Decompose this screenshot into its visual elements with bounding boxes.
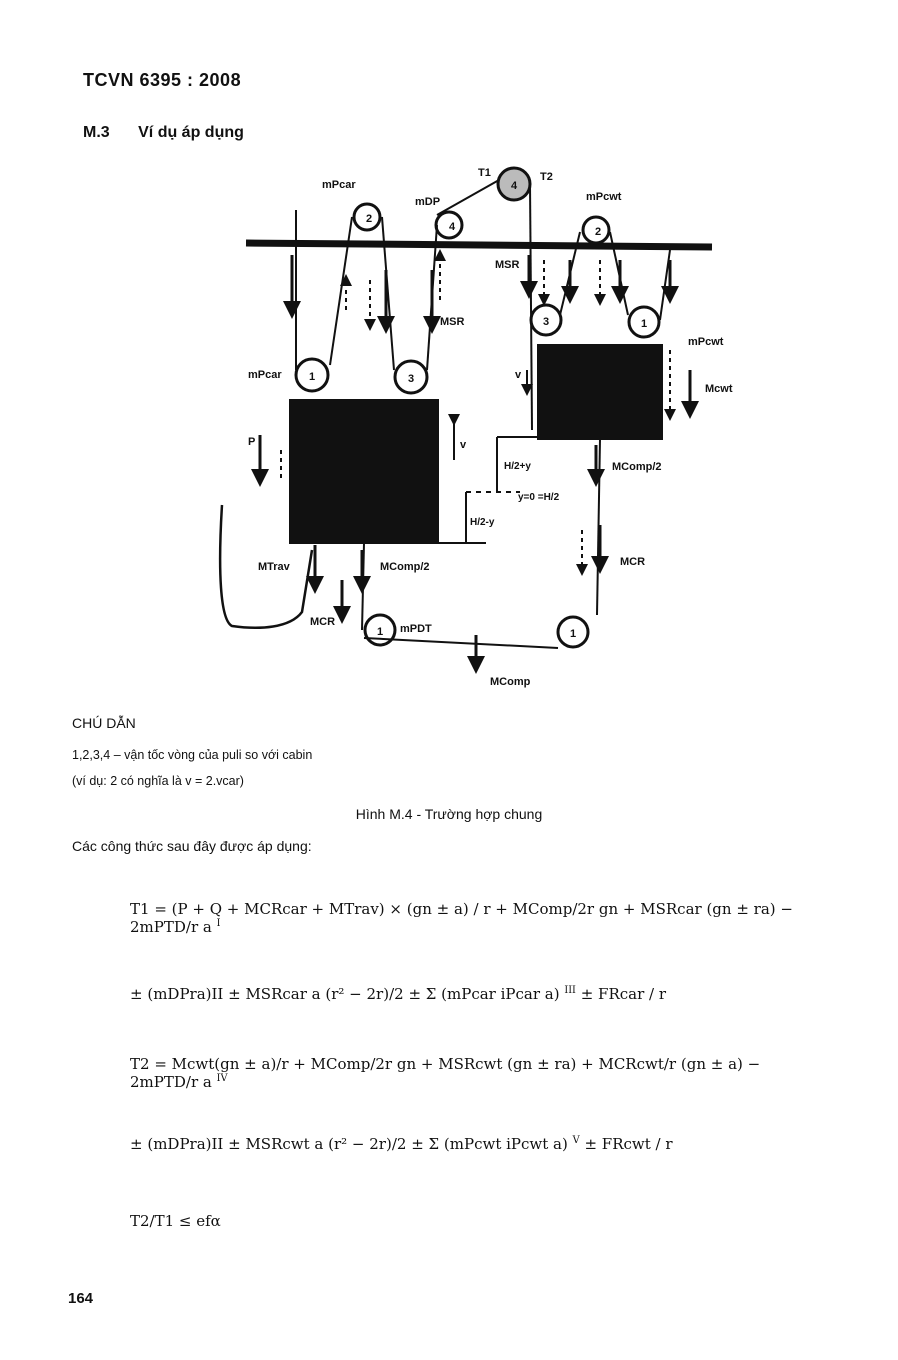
legend-line-1: 1,2,3,4 – vận tốc vòng của puli so với cabin: [72, 748, 313, 762]
page-number: 164: [68, 1290, 94, 1307]
machine-room-beam: [246, 243, 712, 247]
label-t1: T1: [478, 167, 491, 179]
formula-t2-cont: ± (mDPra)II ± MSRcwt a (r² − 2r)/2 ± Σ (mPcwt iPcwt a) $^V$ ± FRcwt / r: [130, 1135, 673, 1153]
label-mcomp2-left: MComp/2: [380, 561, 430, 573]
label-mpdt: mPDT: [400, 623, 432, 635]
label-mcwt: Mcwt: [705, 383, 733, 395]
label-mpcwt-top: mPcwt: [586, 191, 622, 203]
label-h-plus: H/2+y: [504, 461, 531, 472]
label-msr-right: MSR: [495, 259, 520, 271]
intro-text: Các công thức sau đây được áp dụng:: [72, 838, 312, 854]
label-y-zero: y=0 =H/2: [518, 492, 560, 503]
formula-t1-cont: ± (mDPra)II ± MSRcar a (r² − 2r)/2 ± Σ (mPcar iPcar a) $^{III}$ ± FRcar / r: [130, 985, 667, 1003]
label-mtrav: MTrav: [258, 561, 290, 573]
formula-mark: III: [564, 985, 576, 996]
pulley-label: 2: [594, 226, 602, 238]
label-v-cwt: v: [515, 369, 522, 381]
label-mdp: mDP: [415, 196, 441, 208]
label-v-car: v: [460, 439, 467, 451]
pulley-label: 1: [376, 626, 384, 638]
legend-title: CHÚ DẪN: [72, 715, 136, 731]
label-mpcar-top: mPcar: [322, 179, 356, 191]
formula-mark: V: [572, 1135, 580, 1146]
pulley-label: 3: [407, 373, 415, 385]
document-header: TCVN 6395 : 2008: [83, 70, 242, 90]
section-number: M.3: [83, 124, 110, 141]
pulley-label: 2: [365, 213, 373, 225]
label-p: P: [248, 436, 256, 448]
pulley-label: 1: [640, 318, 648, 330]
label-t2: T2: [540, 171, 553, 183]
section-heading: [83, 124, 244, 142]
formula-t2: T2 = Mcwt(gn ± a)/r + MComp/2r gn + MSRcwt (gn ± ra) + MCRcwt/r (gn ± a) − 2mPTD/r a $^{IV}$: [130, 1055, 761, 1091]
legend-line-2: (ví dụ: 2 có nghĩa là v = 2.vcar): [72, 774, 244, 788]
pulley-label: 3: [542, 316, 550, 328]
formula-mark: IV: [216, 1073, 228, 1084]
car-block: [290, 400, 438, 543]
formula-mark: I: [216, 918, 221, 929]
pulley-label: 4: [448, 221, 456, 233]
label-mpcar: mPcar: [248, 369, 282, 381]
formula-t1: T1 = (P + Q + MCRcar + MTrav) × (gn ± a) / r + MComp/2r gn + MSRcar (gn ± ra) − 2mPTD/r a $^I$: [130, 900, 793, 936]
label-mpcwt: mPcwt: [688, 336, 724, 348]
pulley-label: 1: [569, 628, 577, 640]
elevator-roping-diagram: [0, 160, 898, 700]
figure-caption: Hình M.4 - Trường hợp chung: [355, 806, 543, 822]
section-title: Ví dụ áp dụng: [138, 124, 244, 141]
label-mcomp: MComp: [490, 676, 531, 688]
label-mcomp2-right: MComp/2: [612, 461, 662, 473]
label-mcr-left: MCR: [310, 616, 336, 628]
label-msr-left: MSR: [440, 316, 465, 328]
counterweight-block: [538, 345, 662, 439]
label-h-minus: H/2-y: [470, 517, 495, 528]
pulley-label: 1: [308, 371, 316, 383]
pulley-label: 4: [510, 180, 518, 192]
label-mcr-right: MCR: [620, 556, 646, 568]
formula-ratio: T2/T1 ≤ efα: [130, 1212, 221, 1230]
